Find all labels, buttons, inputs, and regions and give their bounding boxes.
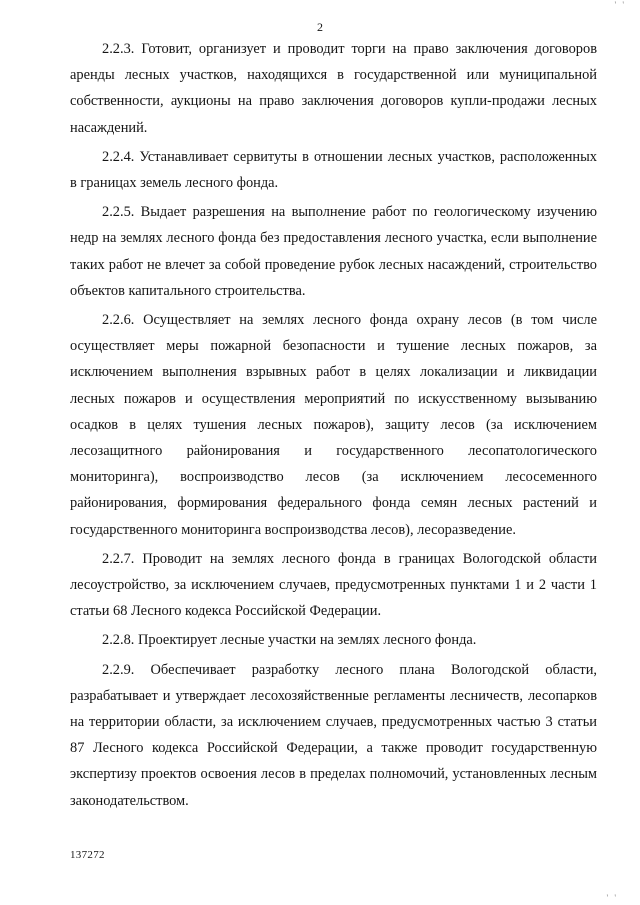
scan-corner-mark: ' ' (614, 0, 626, 10)
document-body (70, 36, 597, 817)
scan-corner-mark-bottom: ' ' (606, 893, 618, 903)
paragraph-2-2-6: 2.2.6. Осуществляет на землях лесного фонда охрану лесов (в том числе осуществляет меры пожарной безопасности и тушение лесных пожаров, за исключением выполнения взрывных работ в целях локализации и ликвидации лесных пожаров и осуществления мероприятий по искусственному вызыванию осадков в целях тушения лесных пожаров), защиту лесов (за исключением лесозащитного районирования и государственного лесопатологического мониторинга), воспроизводство лесов (за исключением лесосеменного районирования, формирования федерального фонда семян лесных растений и государственного мониторинга воспроизводства лесов), лесоразведение. (70, 312, 597, 538)
paragraph-2-2-3: 2.2.3. Готовит, организует и проводит торги на право заключения договоров аренды лесных участков, находящихся в государственной или муниципальной собственности, аукционы на право заключения договоров купли-продажи лесных насаждений. (70, 41, 597, 136)
document-code: 137272 (70, 849, 105, 861)
paragraph-2-2-7: 2.2.7. Проводит на землях лесного фонда в границах Вологодской области лесоустройство, за исключением случаев, предусмотренных пунктами 1 и 2 части 1 статьи 68 Лесного кодекса Российской Федерации. (70, 550, 597, 620)
paragraph-2-2-8: 2.2.8. Проектирует лесные участки на землях лесного фонда. (102, 632, 477, 649)
paragraph-2-2-4: 2.2.4. Устанавливает сервитуты в отношении лесных участков, расположенных в границах земель лесного фонда. (70, 148, 597, 192)
page-number: 2 (317, 20, 323, 34)
paragraph-2-2-9: 2.2.9. Обеспечивает разработку лесного плана Вологодской области, разрабатывает и утверждает лесохозяйственные регламенты лесничеств, лесопарков на территории области, за исключением случаев, предусмотренных частью 3 статьи 87 Лесного кодекса Российской Федерации, а также проводит государственную экспертизу проектов освоения лесов в пределах полномочий, установленных лесным законодательством. (70, 661, 597, 809)
paragraph-2-2-5: 2.2.5. Выдает разрешения на выполнение работ по геологическому изучению недр на землях лесного фонда без предоставления лесного участка, если выполнение таких работ не влечет за собой проведение рубок лесных насаждений, строительство объектов капитального строительства. (70, 204, 597, 299)
